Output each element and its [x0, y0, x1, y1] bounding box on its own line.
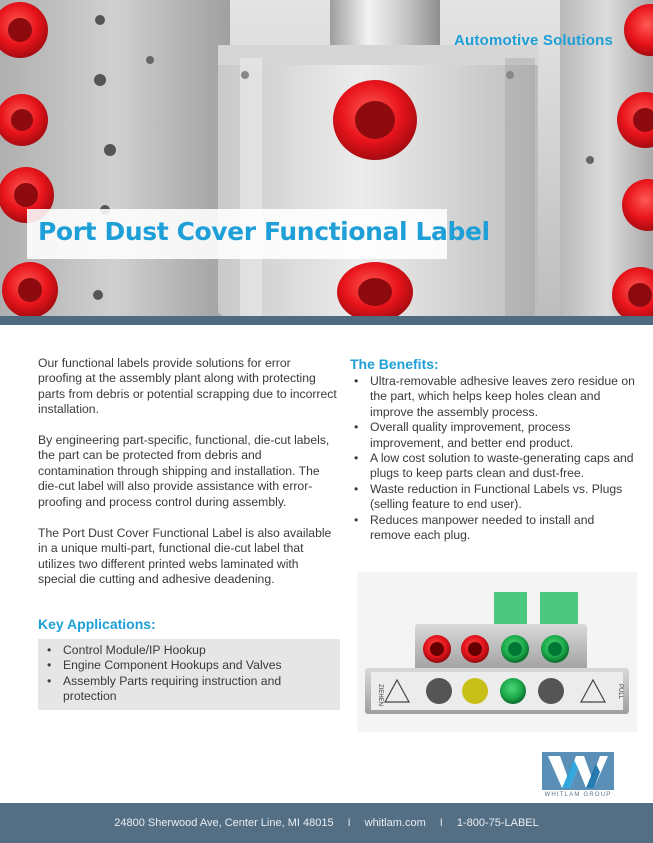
footer-separator: I — [347, 817, 351, 829]
key-application-item: • Control Module/IP Hookup — [45, 643, 335, 658]
key-applications-heading: Key Applications: — [38, 616, 156, 632]
benefit-item: • A low cost solution to waste-generating caps and plugs to keep parts clean and dust-free. — [352, 451, 637, 482]
key-application-item: • Engine Component Hookups and Valves — [45, 658, 335, 673]
benefit-item: • Ultra-removable adhesive leaves zero residue on the part, which helps keep holes clean and improve the assembly process. — [352, 374, 637, 420]
footer-website-link[interactable]: whitlam.com — [364, 817, 426, 829]
key-application-item: • Assembly Parts requiring instruction and protection — [45, 674, 335, 705]
benefit-item: • Waste reduction in Functional Labels vs. Plugs (selling feature to end user). — [352, 482, 637, 513]
product-photo — [357, 572, 637, 732]
footer — [0, 803, 653, 843]
footer-separator: I — [439, 817, 443, 829]
category-label: Automotive Solutions — [454, 32, 613, 49]
intro-paragraph-1: Our functional labels provide solutions for error proofing at the assembly plant along with protecting parts from debris or potential scrapping due to incorrect installation. — [38, 356, 337, 417]
benefit-item: • Reduces manpower needed to install and remove each plug. — [352, 513, 637, 544]
benefits-list — [352, 374, 637, 543]
intro-paragraph-2: By engineering part-specific, functional, die-cut labels, the part can be protected from debris and contamination through shipping and installation. The die-cut label will also provide assistance with error-proofing and process control during assembly. — [38, 433, 330, 509]
key-applications-list — [45, 643, 335, 705]
hero-divider-band — [0, 316, 653, 325]
footer-phone: 1-800-75-LABEL — [456, 817, 539, 829]
logo-wordmark: WHITLAM GROUP — [544, 792, 612, 798]
intro-paragraph-3: The Port Dust Cover Functional Label is also available in a unique multi-part, functional die-cut label that utilizes two different printed webs laminated with special die cutting and adhesive deadening. — [38, 526, 332, 587]
benefits-heading: The Benefits: — [350, 356, 439, 372]
benefit-item: • Overall quality improvement, process improvement, and better end product. — [352, 420, 637, 451]
page-title: Port Dust Cover Functional Label — [38, 217, 490, 246]
product-label-right: PULL — [617, 684, 623, 700]
product-label-left: ZIEHEN — [377, 684, 383, 707]
footer-address: 24800 Sherwood Ave, Center Line, MI 48015 — [114, 817, 334, 829]
